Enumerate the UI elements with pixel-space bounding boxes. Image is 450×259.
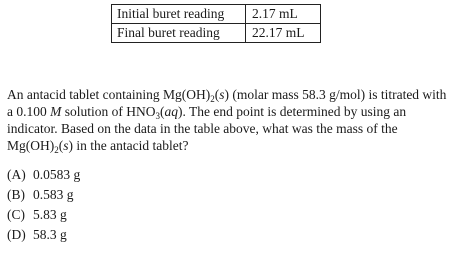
choice-b[interactable] <box>7 185 80 205</box>
question-text <box>7 86 447 154</box>
choice-text: 58.3 g <box>33 227 67 242</box>
initial-buret-value: 2.17 mL <box>246 5 321 24</box>
state-symbol: aq <box>164 104 178 119</box>
question-segment: ). The end point is determined by using an indicator. Based on the data in the table above, what was the mass of the Mg(OH) <box>7 104 407 153</box>
question-segment: solution of HNO <box>61 104 156 119</box>
question-segment: ( <box>214 87 220 102</box>
answer-choices <box>7 165 80 245</box>
molarity-unit: M <box>50 104 62 119</box>
question-segment: ( <box>58 138 64 153</box>
choice-letter: (C) <box>7 207 25 222</box>
final-buret-label: Final buret reading <box>112 24 246 43</box>
choice-letter: (A) <box>7 167 26 182</box>
subscript: 3 <box>155 111 160 121</box>
table-row <box>112 24 321 43</box>
choice-letter: (B) <box>7 187 25 202</box>
question-segment: ( <box>160 104 165 119</box>
question-segment: ) in the antacid tablet? <box>68 138 189 153</box>
question-segment: An antacid tablet containing Mg(OH) <box>7 87 211 102</box>
choice-text: 0.0583 g <box>33 167 81 182</box>
table-row <box>112 5 321 24</box>
choice-text: 5.83 g <box>33 207 67 222</box>
state-symbol: s <box>219 87 225 102</box>
choice-letter: (D) <box>7 227 26 242</box>
question-segment: ) (molar mass 58.3 g/mol) is titrated with a 0.100 <box>7 87 447 119</box>
choice-d[interactable] <box>7 225 80 245</box>
buret-data-table <box>111 4 321 43</box>
choice-text: 0.583 g <box>33 187 74 202</box>
choice-c[interactable] <box>7 205 80 225</box>
state-symbol: s <box>63 138 69 153</box>
choice-a[interactable] <box>7 165 80 185</box>
subscript: 2 <box>210 94 215 104</box>
subscript: 2 <box>54 145 59 155</box>
final-buret-value: 22.17 mL <box>246 24 321 43</box>
initial-buret-label: Initial buret reading <box>112 5 246 24</box>
